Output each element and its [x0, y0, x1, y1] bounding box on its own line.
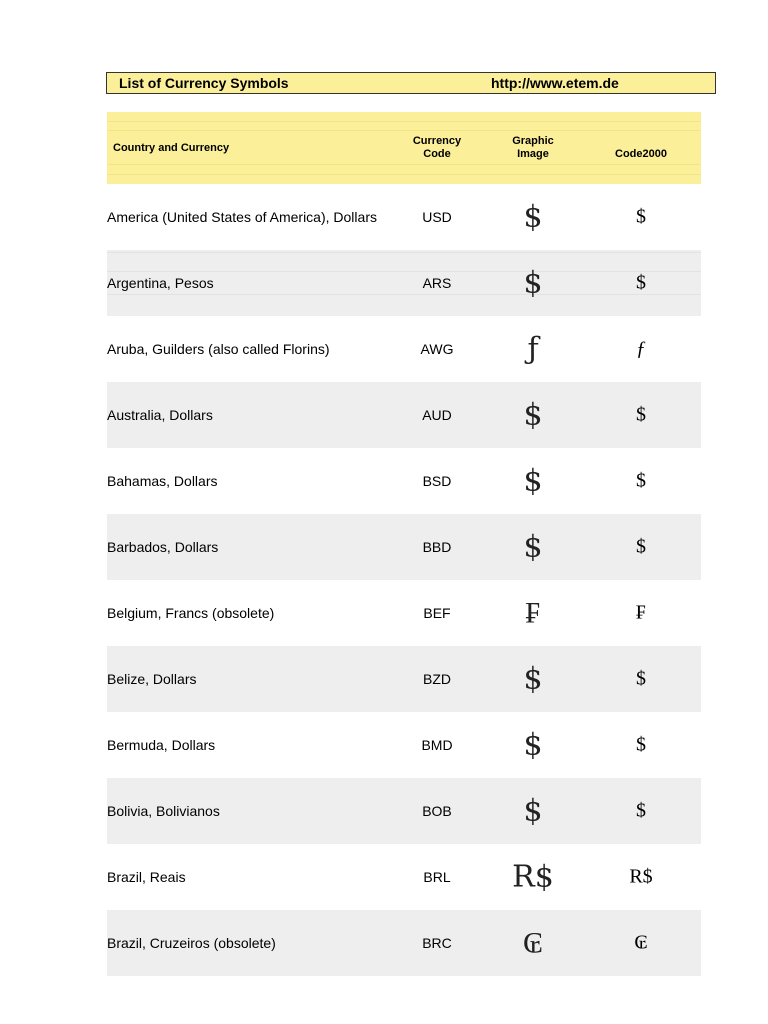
code-cell: BRC	[422, 935, 452, 951]
country-cell: Australia, Dollars	[107, 407, 213, 423]
graphic-symbol: ƒ	[527, 331, 539, 367]
code-cell: BRL	[423, 869, 451, 885]
code-cell: BOB	[422, 803, 452, 819]
code-cell: BMD	[421, 737, 453, 753]
table-row	[107, 250, 701, 316]
code-cell: AWG	[420, 341, 454, 357]
country-cell: Bermuda, Dollars	[107, 737, 216, 753]
country-cell: Brazil, Cruzeiros (obsolete)	[107, 935, 276, 951]
table-row	[107, 448, 701, 514]
graphic-symbol: $	[523, 727, 543, 763]
table-row	[107, 844, 701, 910]
column-header-country: Country and Currency	[113, 142, 230, 154]
column-header-code-line1: Currency	[412, 135, 462, 147]
code2000-symbol: R$	[629, 865, 653, 888]
document-title: List of Currency Symbols	[119, 75, 289, 91]
column-header-code-line2: Code	[423, 148, 451, 160]
table-row	[107, 910, 701, 976]
row-rule	[107, 252, 701, 253]
table-row	[107, 382, 701, 448]
country-cell: Aruba, Guilders (also called Florins)	[107, 341, 330, 357]
table-header	[107, 112, 701, 184]
code-cell: USD	[422, 209, 452, 225]
header-rule	[107, 174, 701, 175]
graphic-symbol: $	[523, 661, 543, 697]
code-cell: BBD	[422, 539, 452, 555]
code2000-symbol: $	[636, 733, 646, 756]
code2000-symbol: ƒ	[636, 337, 646, 360]
graphic-symbol: $	[523, 793, 543, 829]
table-row	[107, 712, 701, 778]
header-rule	[107, 164, 701, 165]
country-cell: Brazil, Reais	[107, 869, 186, 885]
code-cell: ARS	[422, 275, 452, 291]
graphic-symbol: $	[523, 529, 543, 565]
column-header-code2000: Code2000	[615, 148, 667, 160]
code2000-symbol: $	[636, 271, 646, 294]
code2000-symbol: $	[636, 535, 646, 558]
code2000-symbol: $	[636, 667, 646, 690]
document-header	[106, 72, 716, 94]
column-header-graphic-line2: Image	[517, 148, 549, 160]
header-rule	[107, 121, 701, 122]
column-header-graphic-line1: Graphic	[512, 135, 554, 147]
graphic-symbol: R$	[512, 859, 554, 895]
graphic-symbol: ₢	[522, 925, 543, 961]
country-cell: Belize, Dollars	[107, 671, 197, 687]
code2000-symbol: ₣	[636, 601, 646, 624]
graphic-symbol: $	[523, 199, 543, 235]
country-cell: Barbados, Dollars	[107, 539, 219, 555]
table-row	[107, 316, 701, 382]
country-cell: Argentina, Pesos	[107, 275, 214, 291]
graphic-symbol: ₣	[525, 595, 541, 631]
code2000-symbol: ₢	[634, 931, 648, 954]
code-cell: BSD	[422, 473, 452, 489]
graphic-symbol: $	[523, 397, 543, 433]
country-cell: Belgium, Francs (obsolete)	[107, 605, 275, 621]
table-row	[107, 514, 701, 580]
country-cell: Bolivia, Bolivianos	[107, 803, 220, 819]
country-cell: Bahamas, Dollars	[107, 473, 218, 489]
source-url: http://www.etem.de	[491, 75, 619, 91]
code2000-symbol: $	[636, 469, 646, 492]
code-cell: BZD	[423, 671, 451, 687]
code2000-symbol: $	[636, 205, 646, 228]
code-cell: BEF	[423, 605, 451, 621]
code2000-symbol: $	[636, 799, 646, 822]
country-cell: America (United States of America), Dollars	[107, 209, 377, 225]
code-cell: AUD	[422, 407, 452, 423]
column-header-graphic	[485, 135, 581, 161]
header-rule	[107, 130, 701, 131]
graphic-symbol: $	[523, 463, 543, 499]
currency-table	[107, 112, 701, 976]
table-row	[107, 580, 701, 646]
code2000-symbol: $	[636, 403, 646, 426]
table-row	[107, 184, 701, 250]
table-row	[107, 778, 701, 844]
graphic-symbol: $	[523, 265, 543, 301]
column-header-code	[389, 135, 485, 161]
table-row	[107, 646, 701, 712]
